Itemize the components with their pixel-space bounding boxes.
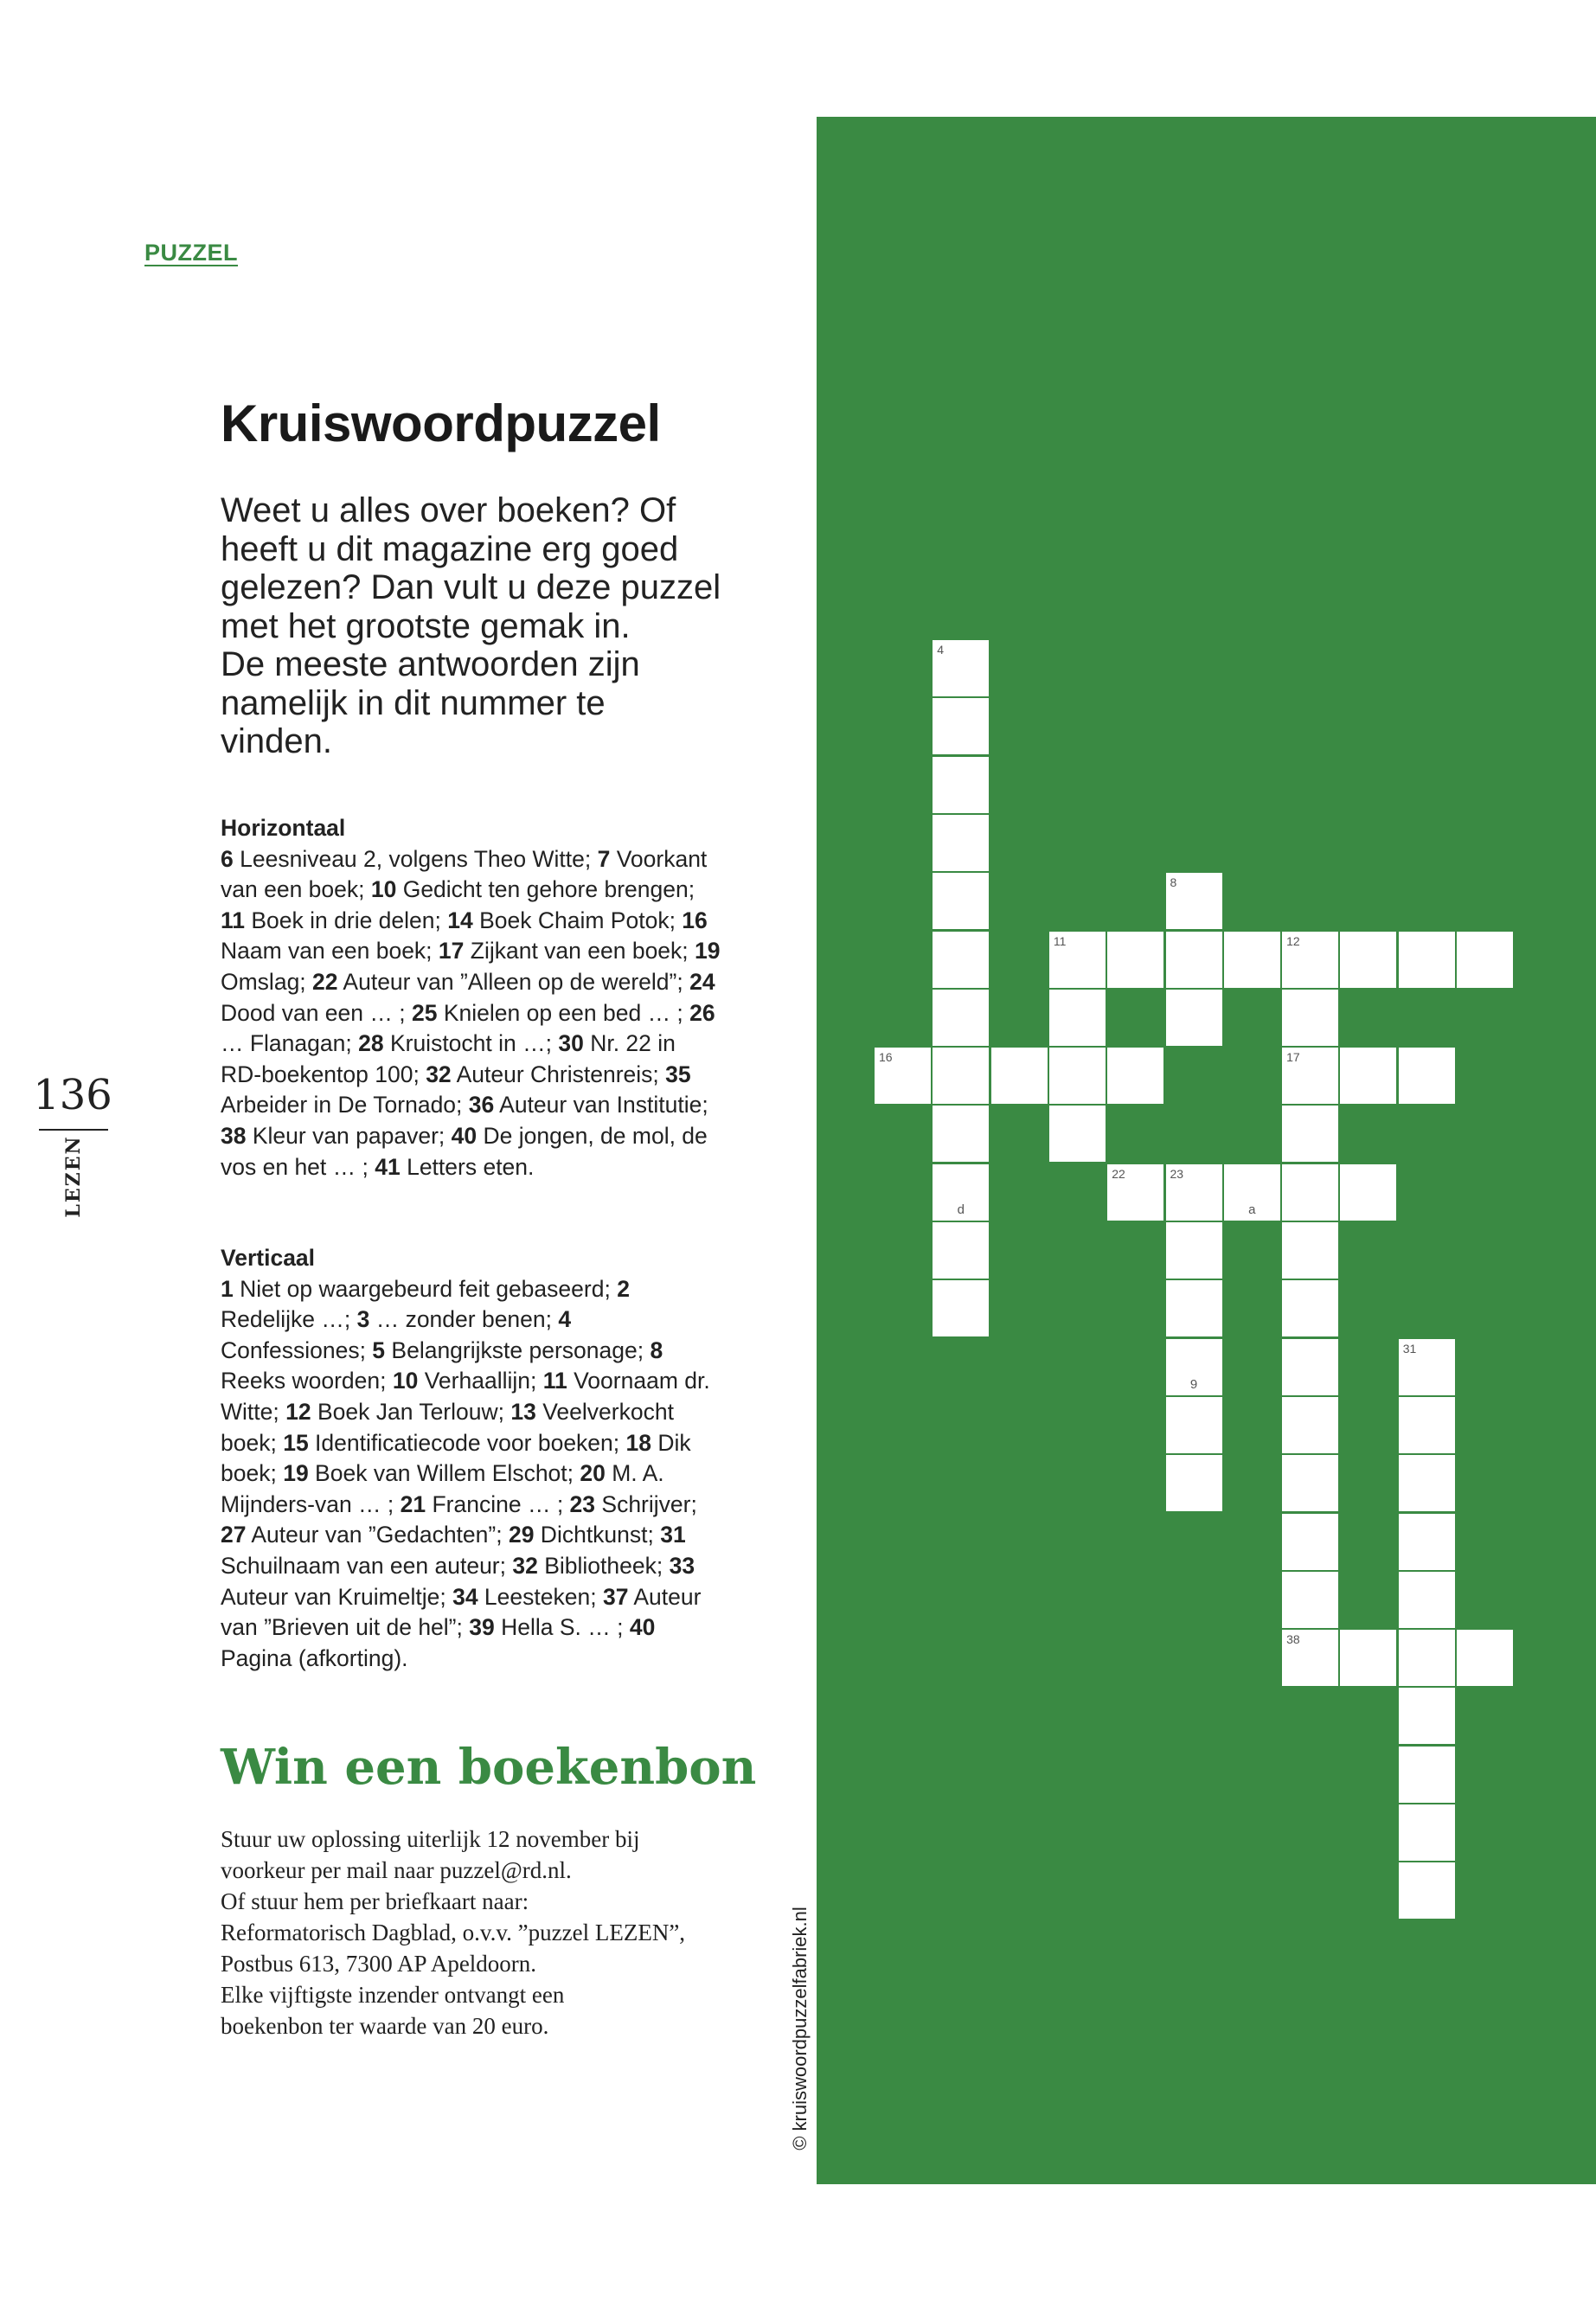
vertical-heading: Verticaal <box>221 1245 316 1271</box>
clue-number: 22 <box>312 968 338 995</box>
win-title: Win een boekenbon <box>221 1739 757 1796</box>
crossword-cell[interactable] <box>932 931 990 989</box>
clue-text: Francine … ; <box>426 1490 570 1517</box>
clue-text: Bibliotheek; <box>537 1552 670 1579</box>
clue-item <box>469 1614 630 1640</box>
crossword-cell[interactable] <box>1281 1571 1339 1629</box>
cell-number: 8 <box>1170 875 1177 890</box>
crossword-cell[interactable] <box>1165 1454 1223 1512</box>
clue-number: 27 <box>221 1522 247 1548</box>
horizontal-clues <box>221 813 722 1183</box>
crossword-cell[interactable] <box>1339 931 1397 989</box>
clue-text: Belangrijkste personage; <box>385 1336 651 1363</box>
crossword-cell[interactable] <box>932 989 990 1047</box>
clue-number: 37 <box>602 1583 629 1610</box>
clue-text: Verhaallijn; <box>418 1368 543 1394</box>
clue-item <box>447 907 682 933</box>
clue-number: 4 <box>558 1306 572 1333</box>
crossword-cell[interactable] <box>932 1105 990 1163</box>
crossword-cell[interactable] <box>932 1279 990 1337</box>
clue-text: Auteur van Institutie; <box>494 1092 708 1118</box>
crossword-cell[interactable] <box>1456 931 1514 989</box>
clue-item <box>358 1030 558 1056</box>
clue-item <box>401 1491 570 1517</box>
crossword-cell[interactable] <box>1281 1338 1339 1396</box>
crossword-cell[interactable] <box>932 639 990 697</box>
win-line: Stuur uw oplossing uiterlijk 12 november bij <box>221 1826 640 1852</box>
clue-text: Auteur van Kruimeltje; <box>221 1583 453 1610</box>
clue-number: 6 <box>221 845 234 872</box>
clue-item <box>221 846 598 872</box>
crossword-cell[interactable] <box>1398 1629 1456 1687</box>
cell-letter: 9 <box>1189 1376 1198 1392</box>
clue-text: Gedicht ten gehore brengen; <box>396 876 695 903</box>
clue-text: Identificatiecode voor boeken; <box>308 1429 626 1456</box>
clue-item <box>570 1491 697 1517</box>
clue-number: 25 <box>411 999 438 1026</box>
horizontal-clue-list <box>221 846 721 1180</box>
clue-text: Voornaam dr. Witte; <box>221 1368 710 1425</box>
cell-number: 11 <box>1053 933 1067 948</box>
clue-item <box>283 1430 625 1456</box>
clue-text: Leesteken; <box>478 1583 603 1610</box>
clue-number: 29 <box>508 1522 535 1548</box>
clue-item <box>512 1553 669 1579</box>
clue-number: 30 <box>558 1030 584 1057</box>
crossword-cell[interactable] <box>932 814 990 872</box>
clue-text: Letters eten. <box>400 1153 535 1180</box>
crossword-cell[interactable] <box>1048 1047 1106 1105</box>
cell-number: 12 <box>1286 933 1300 948</box>
clue-item <box>221 907 447 933</box>
crossword-cell[interactable] <box>1456 1629 1514 1687</box>
crossword-cell[interactable] <box>1281 1221 1339 1279</box>
cell-number: 4 <box>937 643 945 657</box>
crossword-panel <box>817 117 1596 2184</box>
crossword-cell[interactable] <box>932 1221 990 1279</box>
crossword-cell[interactable] <box>1106 931 1164 989</box>
clue-text: Auteur Christenreis; <box>451 1061 666 1087</box>
clue-text: Voorkant van een boek; <box>221 845 708 903</box>
clue-number: 39 <box>469 1614 495 1641</box>
clue-item <box>221 1522 509 1548</box>
crossword-cell[interactable] <box>1398 1338 1456 1396</box>
clue-text: Naam van een boek; <box>221 938 439 965</box>
crossword-cell[interactable] <box>1281 1163 1339 1221</box>
crossword-cell[interactable] <box>1165 872 1223 930</box>
cell-letter: a <box>1248 1202 1256 1217</box>
win-line: Of stuur hem per briefkaart naar: <box>221 1888 529 1914</box>
crossword-cell[interactable] <box>1398 1513 1456 1571</box>
clue-text: Boek Chaim Potok; <box>472 907 683 933</box>
clue-number: 7 <box>597 845 611 872</box>
crossword-cell[interactable] <box>1048 931 1106 989</box>
crossword-cell[interactable] <box>1048 989 1106 1047</box>
clue-number: 19 <box>695 938 721 965</box>
crossword-cell[interactable] <box>874 1047 932 1105</box>
crossword-cell[interactable] <box>1398 1396 1456 1454</box>
clue-text: Omslag; <box>221 968 313 995</box>
clue-number: 11 <box>221 907 246 933</box>
clue-number: 35 <box>665 1061 691 1087</box>
clue-item <box>426 1061 665 1087</box>
crossword-cell[interactable] <box>1281 1454 1339 1512</box>
clue-number: 18 <box>625 1429 651 1456</box>
clue-text: Schrijver; <box>595 1490 697 1517</box>
vertical-clues <box>221 1243 722 1674</box>
clue-number: 17 <box>438 938 465 965</box>
vertical-clue-list <box>221 1276 710 1671</box>
clue-item <box>412 1000 689 1026</box>
clue-text: Confessiones; <box>221 1336 373 1363</box>
clue-number: 13 <box>510 1398 536 1425</box>
clue-text: Hella S. … ; <box>494 1614 630 1641</box>
crossword-cell[interactable] <box>1281 1629 1339 1687</box>
crossword-cell[interactable] <box>1281 1105 1339 1163</box>
crossword-cell[interactable] <box>1165 931 1223 989</box>
crossword-cell[interactable] <box>990 1047 1048 1105</box>
clue-text: Boek Jan Terlouw; <box>311 1398 511 1425</box>
clue-number: 8 <box>650 1336 663 1363</box>
intro-line: gelezen? Dan vult u deze puzzel <box>221 568 721 606</box>
horizontal-heading: Horizontaal <box>221 815 346 841</box>
clue-item <box>509 1522 660 1548</box>
clue-number: 23 <box>569 1490 596 1517</box>
intro-text <box>221 491 740 761</box>
clue-number: 16 <box>682 907 708 933</box>
clue-number: 32 <box>512 1552 538 1579</box>
crossword-cell[interactable] <box>1223 1163 1281 1221</box>
crossword-cell[interactable] <box>1398 1746 1456 1804</box>
cell-number: 23 <box>1170 1166 1184 1181</box>
clue-number: 40 <box>629 1614 656 1641</box>
crossword-cell[interactable] <box>1281 931 1339 989</box>
intro-line: vinden. <box>221 722 332 760</box>
clue-text: Dichtkunst; <box>534 1522 661 1548</box>
crossword-cell[interactable] <box>1281 989 1339 1047</box>
crossword-cell[interactable] <box>1339 1047 1397 1105</box>
crossword-cell[interactable] <box>932 872 990 930</box>
clue-number: 10 <box>370 876 397 903</box>
page-title: Kruiswoordpuzzel <box>221 394 661 452</box>
intro-line: heeft u dit magazine erg goed <box>221 529 679 568</box>
clue-number: 32 <box>426 1061 452 1087</box>
clue-item <box>357 1306 559 1332</box>
clue-number: 41 <box>375 1153 401 1180</box>
clue-item <box>285 1399 510 1425</box>
win-line: boekenbon ter waarde van 20 euro. <box>221 2013 549 2039</box>
page-number-rule <box>39 1129 108 1131</box>
clue-number: 11 <box>542 1368 567 1394</box>
clue-number: 26 <box>689 999 715 1026</box>
crossword-cell[interactable] <box>1281 1513 1339 1571</box>
clue-text: M. A. Mijnders-van … ; <box>221 1460 664 1517</box>
cell-number: 31 <box>1402 1341 1417 1356</box>
crossword-cell[interactable] <box>1165 989 1223 1047</box>
crossword-cell[interactable] <box>1165 1338 1223 1396</box>
credit-text: © kruiswoordpuzzelfabriek.nl <box>789 1907 811 2150</box>
section-label: PUZZEL <box>144 240 238 266</box>
clue-text: … Flanagan; <box>221 1030 359 1057</box>
intro-line: namelijk in dit nummer te <box>221 683 606 722</box>
crossword-cell[interactable] <box>1398 1047 1456 1105</box>
crossword-cell[interactable] <box>1106 1047 1164 1105</box>
crossword-cell[interactable] <box>1398 1454 1456 1512</box>
crossword-cell[interactable] <box>1165 1396 1223 1454</box>
win-line: voorkeur per mail naar puzzel@rd.nl. <box>221 1857 572 1883</box>
clue-number: 19 <box>283 1460 309 1487</box>
clue-number: 34 <box>452 1583 478 1610</box>
crossword-cell[interactable] <box>1165 1163 1223 1221</box>
clue-text: Auteur van ”Gedachten”; <box>246 1522 509 1548</box>
crossword-cell[interactable] <box>1106 1163 1164 1221</box>
clue-item <box>375 1154 534 1180</box>
clue-text: Auteur van ”Brieven uit de hel”; <box>221 1583 702 1641</box>
clue-item <box>283 1460 580 1486</box>
crossword-cell[interactable] <box>932 1047 990 1105</box>
clue-number: 3 <box>356 1306 370 1333</box>
clue-number: 28 <box>358 1030 384 1057</box>
clue-number: 5 <box>372 1336 386 1363</box>
crossword-cell[interactable] <box>1398 1862 1456 1920</box>
win-line: Postbus 613, 7300 AP Apeldoorn. <box>221 1951 537 1977</box>
clue-text: De jongen, de mol, de vos en het … ; <box>221 1122 708 1180</box>
crossword-cell[interactable] <box>1339 1629 1397 1687</box>
clue-text: … zonder benen; <box>369 1306 559 1333</box>
crossword-cell[interactable] <box>1165 1279 1223 1337</box>
cell-letter: d <box>957 1202 965 1217</box>
cell-number: 38 <box>1286 1632 1300 1647</box>
crossword-cell[interactable] <box>932 756 990 814</box>
clue-number: 38 <box>221 1122 247 1149</box>
clue-item <box>221 1123 452 1149</box>
clue-item <box>372 1337 650 1363</box>
clue-text: Veelverkocht boek; <box>221 1398 674 1456</box>
win-line: Reformatorisch Dagblad, o.v.v. ”puzzel LEZEN”, <box>221 1920 686 1945</box>
crossword-cell[interactable] <box>1223 931 1281 989</box>
win-line: Elke vijftigste inzender ontvangt een <box>221 1982 565 2008</box>
clue-number: 15 <box>283 1429 309 1456</box>
clue-number: 10 <box>392 1368 419 1394</box>
clue-item <box>221 1276 617 1302</box>
clue-number: 2 <box>617 1275 630 1302</box>
clue-text: Schuilnaam van een auteur; <box>221 1552 513 1579</box>
crossword-cell[interactable] <box>1165 1221 1223 1279</box>
crossword-cell[interactable] <box>932 697 990 755</box>
crossword-cell[interactable] <box>932 1163 990 1221</box>
clue-number: 36 <box>468 1092 495 1118</box>
clue-item <box>393 1368 543 1394</box>
crossword-cell[interactable] <box>1398 1687 1456 1745</box>
clue-number: 21 <box>400 1490 426 1517</box>
crossword-cell[interactable] <box>1398 1571 1456 1629</box>
clue-text: Reeks woorden; <box>221 1368 393 1394</box>
clue-number: 14 <box>447 907 473 933</box>
clue-text: Dood van een … ; <box>221 999 412 1026</box>
crossword-cell[interactable] <box>1281 1396 1339 1454</box>
clue-text: Boek van Willem Elschot; <box>308 1460 580 1487</box>
clue-item <box>452 1584 603 1610</box>
cell-number: 16 <box>879 1050 893 1065</box>
clue-item <box>469 1092 708 1118</box>
magazine-name: LEZEN <box>62 1135 85 1218</box>
intro-line: met het grootste gemak in. <box>221 606 631 645</box>
clue-item <box>312 969 689 995</box>
clue-number: 40 <box>451 1122 478 1149</box>
clue-number: 33 <box>669 1552 695 1579</box>
cell-number: 17 <box>1286 1050 1300 1065</box>
clue-text: Dik boek; <box>221 1429 691 1487</box>
clue-text: Pagina (afkorting). <box>221 1644 408 1671</box>
crossword-cell[interactable] <box>1339 1163 1397 1221</box>
clue-number: 12 <box>285 1398 311 1425</box>
intro-line: De meeste antwoorden zijn <box>221 645 640 683</box>
clue-number: 31 <box>660 1522 686 1548</box>
cell-number: 22 <box>1112 1166 1125 1181</box>
crossword-cell[interactable] <box>1281 1047 1339 1105</box>
clue-text: Kruistocht in …; <box>383 1030 559 1057</box>
clue-text: Auteur van ”Alleen op de wereld”; <box>337 968 690 995</box>
crossword-cell[interactable] <box>1281 1279 1339 1337</box>
intro-line: Weet u alles over boeken? Of <box>221 491 676 529</box>
clue-number: 20 <box>580 1460 606 1487</box>
clue-text: Niet op waargebeurd feit gebaseerd; <box>233 1275 618 1302</box>
clue-text: Leesniveau 2, volgens Theo Witte; <box>233 845 598 872</box>
win-instructions <box>221 1823 705 2041</box>
clue-text: Redelijke …; <box>221 1306 357 1333</box>
page-number: 136 <box>33 1071 112 1119</box>
crossword-cell[interactable] <box>1398 931 1456 989</box>
clue-text: Knielen op een bed … ; <box>437 999 690 1026</box>
clue-text: Zijkant van een boek; <box>464 938 695 965</box>
clue-number: 1 <box>221 1275 234 1302</box>
crossword-cell[interactable] <box>1048 1105 1106 1163</box>
clue-text: Kleur van papaver; <box>246 1122 452 1149</box>
clue-text: Boek in drie delen; <box>245 907 448 933</box>
clue-item <box>371 876 695 902</box>
clue-text: Nr. 22 in RD-boekentop 100; <box>221 1030 676 1087</box>
clue-number: 24 <box>689 968 715 995</box>
clue-text: Arbeider in De Tornado; <box>221 1092 469 1118</box>
crossword-cell[interactable] <box>1398 1804 1456 1862</box>
clue-item <box>439 938 695 964</box>
